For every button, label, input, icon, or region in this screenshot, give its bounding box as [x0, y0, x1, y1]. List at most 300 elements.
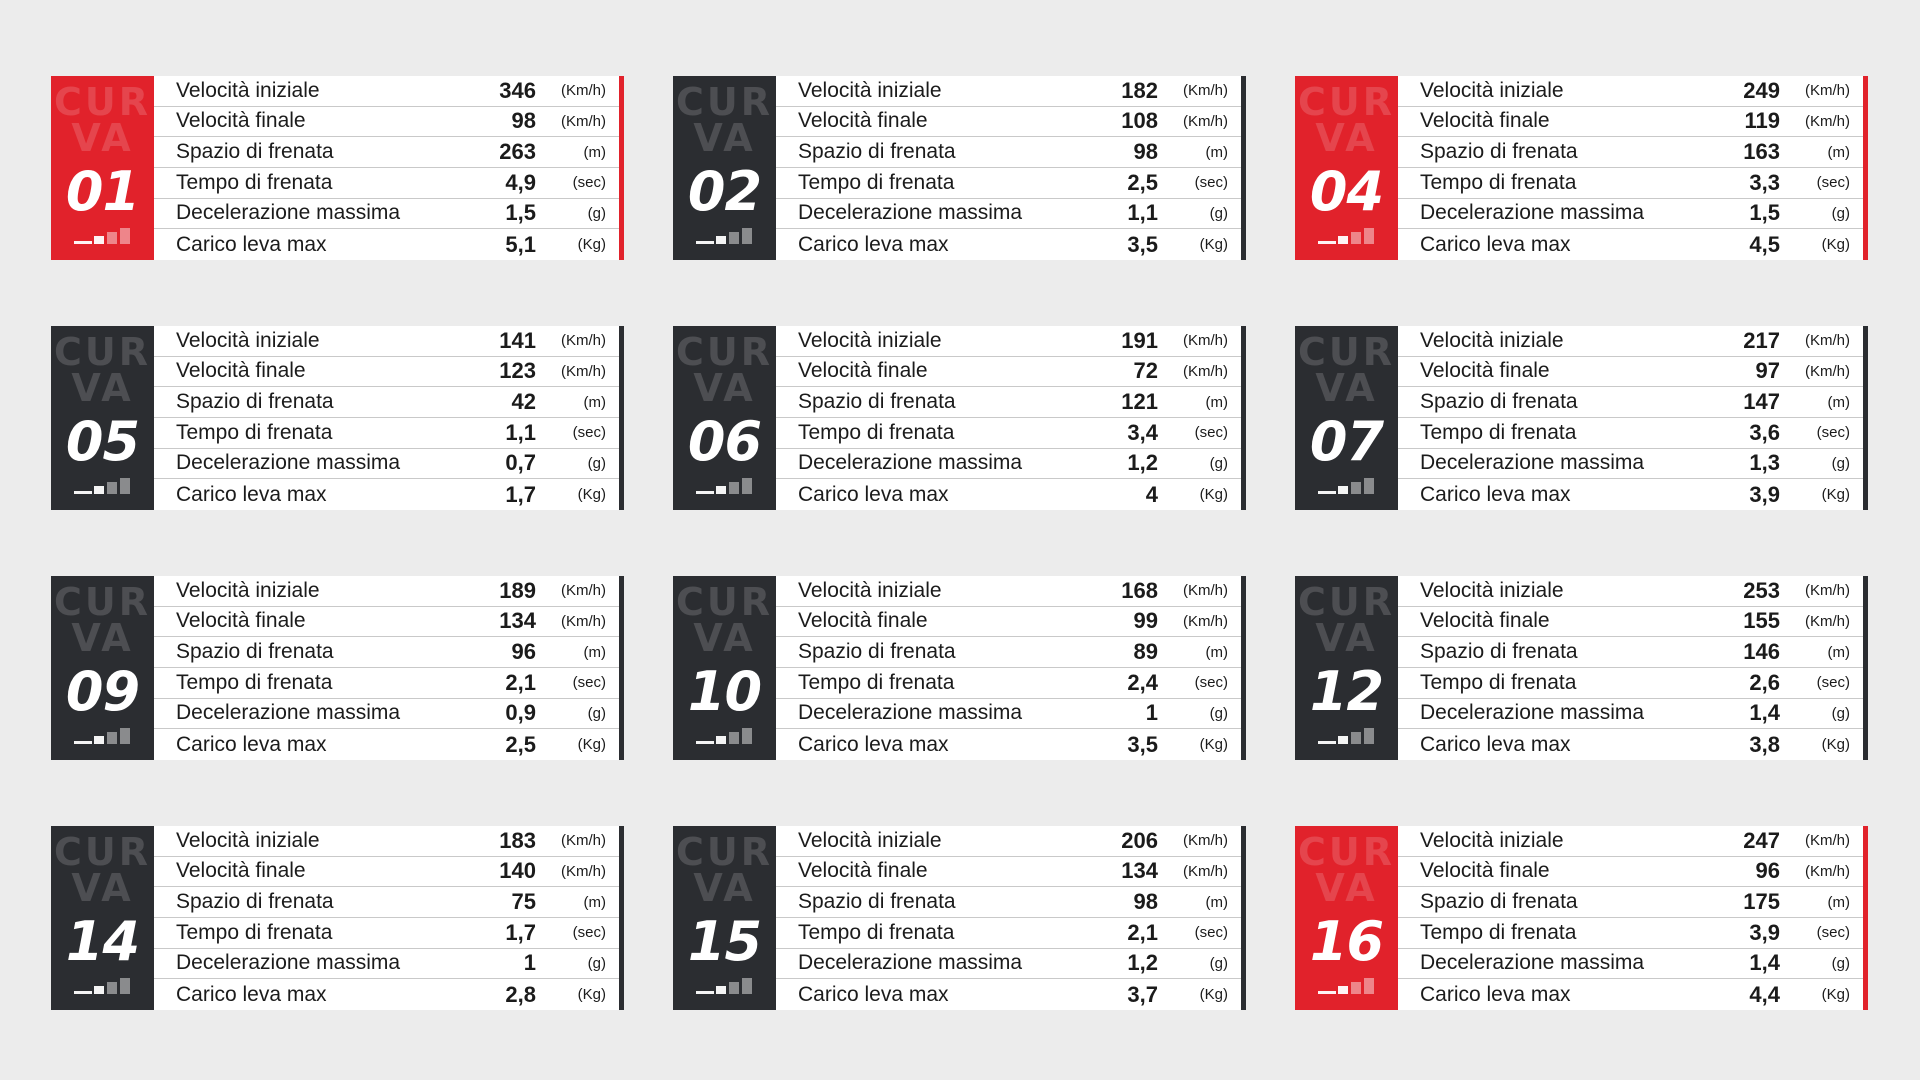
row-unit: (g) [1831, 204, 1850, 222]
curve-table [154, 576, 624, 760]
row-unit: (Kg) [1199, 986, 1228, 1004]
table-row-initial-speed [154, 576, 619, 607]
row-value: 3,9 [1749, 919, 1780, 945]
row-value: 263 [499, 139, 536, 165]
row-label: Decelerazione massima [798, 451, 1023, 475]
row-unit: (Kg) [1199, 236, 1228, 254]
steps-icon [74, 978, 134, 994]
curve-card-09 [51, 576, 624, 760]
row-unit: (Km/h) [1805, 332, 1850, 350]
row-value: 72 [1133, 358, 1158, 384]
row-unit: (Km/h) [561, 112, 606, 130]
table-row-max-lever-load [776, 229, 1241, 260]
step-bar [107, 982, 117, 994]
step-bar [696, 491, 714, 494]
row-unit: (Km/h) [1805, 112, 1850, 130]
row-label: Tempo di frenata [798, 420, 955, 444]
row-unit: (Kg) [1199, 486, 1228, 504]
table-row-final-speed [776, 607, 1241, 638]
table-row-braking-time [776, 168, 1241, 199]
row-value: 175 [1743, 889, 1780, 915]
curve-card-10 [673, 576, 1246, 760]
row-unit: (m) [583, 893, 606, 911]
row-unit: (sec) [1816, 424, 1850, 442]
row-label: Velocità iniziale [798, 328, 942, 352]
step-bar [1318, 991, 1336, 994]
row-unit: (Kg) [577, 736, 606, 754]
row-unit: (Km/h) [561, 832, 606, 850]
table-row-max-deceleration [776, 949, 1241, 980]
steps-icon [1318, 978, 1378, 994]
row-label: Carico leva max [1420, 482, 1571, 506]
row-value: 163 [1743, 139, 1780, 165]
row-label: Tempo di frenata [176, 420, 333, 444]
row-label: Spazio di frenata [798, 390, 956, 414]
table-row-final-speed [1398, 107, 1863, 138]
row-label: Velocità iniziale [1420, 578, 1564, 602]
table-row-braking-distance [776, 887, 1241, 918]
curva-watermark [51, 330, 154, 410]
row-unit: (Km/h) [561, 582, 606, 600]
row-label: Carico leva max [176, 482, 327, 506]
row-value: 98 [511, 108, 536, 134]
table-row-initial-speed [776, 826, 1241, 857]
row-label: Velocità iniziale [798, 828, 942, 852]
curva-watermark [1295, 80, 1398, 160]
row-unit: (m) [1205, 393, 1228, 411]
curva-word-top: CUR [53, 80, 151, 124]
table-row-max-lever-load [1398, 229, 1863, 260]
step-bar [107, 232, 117, 244]
row-value: 5,1 [505, 231, 536, 257]
row-unit: (g) [587, 704, 606, 722]
row-label: Carico leva max [176, 732, 327, 756]
row-unit: (Km/h) [1183, 862, 1228, 880]
row-unit: (m) [1827, 393, 1850, 411]
row-unit: (Km/h) [561, 82, 606, 100]
row-unit: (Km/h) [1183, 332, 1228, 350]
curve-card-05 [51, 326, 624, 510]
row-unit: (Kg) [1821, 986, 1850, 1004]
row-value: 1,1 [1127, 200, 1158, 226]
step-bar [1318, 241, 1336, 244]
row-unit: (Km/h) [1183, 832, 1228, 850]
table-row-braking-time [154, 168, 619, 199]
curva-word-bottom: VA [693, 866, 756, 910]
curva-watermark [673, 830, 776, 910]
row-unit: (sec) [1194, 924, 1228, 942]
table-row-final-speed [776, 357, 1241, 388]
table-row-final-speed [154, 107, 619, 138]
curve-badge [1295, 76, 1398, 260]
curva-watermark [51, 580, 154, 660]
row-unit: (Kg) [1821, 486, 1850, 504]
curve-card-01 [51, 76, 624, 260]
curva-word-top: CUR [1297, 830, 1395, 874]
row-value: 249 [1743, 77, 1780, 103]
table-row-max-lever-load [776, 979, 1241, 1010]
step-bar [74, 741, 92, 744]
row-label: Tempo di frenata [1420, 420, 1577, 444]
curva-word-top: CUR [1297, 330, 1395, 374]
steps-icon [696, 478, 756, 494]
table-row-braking-distance [776, 137, 1241, 168]
row-value: 1,5 [1749, 200, 1780, 226]
table-row-braking-time [1398, 668, 1863, 699]
curva-word-top: CUR [675, 830, 773, 874]
row-label: Carico leva max [176, 232, 327, 256]
row-unit: (sec) [572, 424, 606, 442]
steps-icon [74, 478, 134, 494]
step-bar [1338, 736, 1348, 744]
row-value: 346 [499, 77, 536, 103]
curva-word-top: CUR [1297, 580, 1395, 624]
row-label: Carico leva max [1420, 982, 1571, 1006]
row-unit: (g) [587, 954, 606, 972]
curve-number: 14 [65, 910, 140, 973]
row-value: 189 [499, 577, 536, 603]
row-unit: (sec) [1194, 424, 1228, 442]
row-value: 3,5 [1127, 231, 1158, 257]
curve-card-16 [1295, 826, 1868, 1010]
table-row-max-deceleration [776, 449, 1241, 480]
step-bar [107, 732, 117, 744]
row-label: Decelerazione massima [176, 201, 401, 225]
table-row-max-lever-load [154, 229, 619, 260]
row-value: 4,5 [1749, 231, 1780, 257]
steps-icon [1318, 228, 1378, 244]
row-value: 97 [1755, 358, 1780, 384]
row-label: Velocità finale [798, 609, 928, 633]
curva-word-top: CUR [675, 580, 773, 624]
step-bar [1351, 982, 1361, 994]
row-unit: (Km/h) [1805, 612, 1850, 630]
row-value: 2,5 [1127, 169, 1158, 195]
row-value: 4,9 [505, 169, 536, 195]
step-bar [1364, 728, 1374, 744]
table-row-braking-time [1398, 418, 1863, 449]
table-row-braking-distance [154, 137, 619, 168]
table-row-final-speed [776, 107, 1241, 138]
table-row-braking-distance [776, 387, 1241, 418]
curve-number: 06 [687, 410, 762, 473]
row-unit: (Kg) [577, 986, 606, 1004]
table-row-initial-speed [1398, 576, 1863, 607]
row-label: Carico leva max [798, 732, 949, 756]
step-bar [1351, 732, 1361, 744]
row-label: Spazio di frenata [798, 890, 956, 914]
curva-word-top: CUR [53, 830, 151, 874]
row-value: 1,4 [1749, 950, 1780, 976]
row-label: Spazio di frenata [1420, 640, 1578, 664]
curva-word-bottom: VA [693, 366, 756, 410]
curva-word-bottom: VA [1315, 866, 1378, 910]
table-row-max-deceleration [1398, 199, 1863, 230]
row-label: Tempo di frenata [798, 670, 955, 694]
steps-icon [74, 728, 134, 744]
step-bar [1318, 491, 1336, 494]
step-bar [696, 741, 714, 744]
row-label: Spazio di frenata [1420, 140, 1578, 164]
row-value: 1,2 [1127, 450, 1158, 476]
row-label: Velocità finale [798, 359, 928, 383]
table-row-initial-speed [154, 76, 619, 107]
row-value: 1,7 [505, 481, 536, 507]
curva-word-bottom: VA [71, 116, 134, 160]
step-bar [1364, 978, 1374, 994]
curva-watermark [673, 330, 776, 410]
row-unit: (Km/h) [561, 332, 606, 350]
row-unit: (sec) [1816, 174, 1850, 192]
row-unit: (m) [583, 643, 606, 661]
table-row-max-deceleration [1398, 699, 1863, 730]
row-unit: (g) [1831, 454, 1850, 472]
row-label: Spazio di frenata [176, 390, 334, 414]
row-label: Decelerazione massima [176, 951, 401, 975]
row-value: 155 [1743, 608, 1780, 634]
steps-icon [696, 728, 756, 744]
row-unit: (m) [1205, 643, 1228, 661]
row-unit: (m) [1205, 143, 1228, 161]
curve-table [776, 326, 1246, 510]
row-value: 108 [1121, 108, 1158, 134]
row-label: Decelerazione massima [1420, 201, 1645, 225]
row-value: 2,6 [1749, 669, 1780, 695]
table-row-braking-distance [1398, 387, 1863, 418]
curva-word-bottom: VA [71, 616, 134, 660]
row-value: 147 [1743, 389, 1780, 415]
curve-number: 01 [65, 160, 140, 223]
row-label: Tempo di frenata [1420, 670, 1577, 694]
row-unit: (sec) [572, 674, 606, 692]
table-row-braking-time [776, 918, 1241, 949]
curve-number: 16 [1309, 910, 1384, 973]
step-bar [742, 728, 752, 744]
table-row-initial-speed [1398, 326, 1863, 357]
curve-table [776, 76, 1246, 260]
row-value: 168 [1121, 577, 1158, 603]
curve-badge [673, 326, 776, 510]
table-row-initial-speed [1398, 76, 1863, 107]
step-bar [94, 486, 104, 494]
curve-table [776, 576, 1246, 760]
step-bar [1364, 478, 1374, 494]
row-label: Tempo di frenata [176, 670, 333, 694]
curva-word-bottom: VA [1315, 116, 1378, 160]
row-value: 96 [511, 639, 536, 665]
table-row-max-deceleration [776, 699, 1241, 730]
table-row-max-lever-load [154, 729, 619, 760]
steps-icon [696, 978, 756, 994]
row-unit: (sec) [1194, 174, 1228, 192]
curve-table [1398, 826, 1868, 1010]
row-value: 3,7 [1127, 981, 1158, 1007]
row-value: 123 [499, 358, 536, 384]
table-row-initial-speed [776, 326, 1241, 357]
row-label: Tempo di frenata [798, 920, 955, 944]
row-unit: (Km/h) [561, 862, 606, 880]
table-row-final-speed [1398, 857, 1863, 888]
curve-card-04 [1295, 76, 1868, 260]
curva-watermark [51, 80, 154, 160]
row-unit: (g) [1209, 954, 1228, 972]
row-value: 1,4 [1749, 700, 1780, 726]
curve-badge [51, 826, 154, 1010]
row-unit: (Kg) [1199, 736, 1228, 754]
step-bar [716, 986, 726, 994]
curve-table [1398, 326, 1868, 510]
curve-number: 10 [687, 660, 762, 723]
step-bar [74, 241, 92, 244]
curve-badge [51, 76, 154, 260]
curva-watermark [673, 580, 776, 660]
row-label: Carico leva max [798, 482, 949, 506]
curve-table [154, 326, 624, 510]
row-value: 134 [1121, 858, 1158, 884]
row-unit: (g) [587, 204, 606, 222]
table-row-max-lever-load [154, 479, 619, 510]
row-unit: (Kg) [1821, 736, 1850, 754]
step-bar [729, 232, 739, 244]
row-label: Velocità iniziale [1420, 78, 1564, 102]
row-value: 96 [1755, 858, 1780, 884]
row-value: 253 [1743, 577, 1780, 603]
curve-card-14 [51, 826, 624, 1010]
curve-card-15 [673, 826, 1246, 1010]
curve-number: 07 [1309, 410, 1384, 473]
step-bar [716, 236, 726, 244]
table-row-initial-speed [776, 76, 1241, 107]
table-row-final-speed [154, 357, 619, 388]
row-label: Spazio di frenata [176, 890, 334, 914]
curva-watermark [673, 80, 776, 160]
curva-word-bottom: VA [71, 366, 134, 410]
step-bar [1338, 236, 1348, 244]
curva-word-bottom: VA [693, 116, 756, 160]
row-unit: (m) [583, 393, 606, 411]
row-value: 206 [1121, 827, 1158, 853]
curve-badge [51, 576, 154, 760]
row-label: Velocità iniziale [1420, 828, 1564, 852]
step-bar [1338, 486, 1348, 494]
table-row-max-lever-load [1398, 729, 1863, 760]
table-row-braking-distance [1398, 137, 1863, 168]
table-row-max-lever-load [1398, 479, 1863, 510]
row-value: 75 [511, 889, 536, 915]
step-bar [94, 236, 104, 244]
curve-badge [51, 326, 154, 510]
row-value: 119 [1744, 108, 1780, 134]
table-row-final-speed [154, 857, 619, 888]
curve-number: 04 [1309, 160, 1384, 223]
row-unit: (sec) [572, 174, 606, 192]
row-value: 121 [1121, 389, 1158, 415]
step-bar [74, 491, 92, 494]
row-unit: (Km/h) [1805, 862, 1850, 880]
table-row-max-lever-load [776, 729, 1241, 760]
row-label: Carico leva max [798, 232, 949, 256]
row-unit: (sec) [572, 924, 606, 942]
row-unit: (Km/h) [1805, 82, 1850, 100]
row-unit: (g) [1209, 454, 1228, 472]
curva-word-top: CUR [675, 80, 773, 124]
row-label: Decelerazione massima [1420, 701, 1645, 725]
step-bar [1351, 232, 1361, 244]
row-unit: (g) [1831, 704, 1850, 722]
row-unit: (Km/h) [1805, 362, 1850, 380]
step-bar [120, 978, 130, 994]
table-row-initial-speed [154, 326, 619, 357]
step-bar [696, 991, 714, 994]
row-value: 98 [1133, 139, 1158, 165]
row-label: Spazio di frenata [1420, 390, 1578, 414]
table-row-braking-time [154, 668, 619, 699]
row-unit: (g) [1209, 704, 1228, 722]
row-value: 182 [1121, 77, 1158, 103]
row-unit: (Km/h) [1805, 582, 1850, 600]
step-bar [120, 228, 130, 244]
row-value: 217 [1743, 327, 1780, 353]
row-value: 3,5 [1127, 731, 1158, 757]
row-label: Velocità finale [1420, 609, 1550, 633]
row-value: 1 [1145, 700, 1158, 726]
curve-number: 15 [687, 910, 762, 973]
row-value: 146 [1743, 639, 1780, 665]
row-unit: (m) [1827, 893, 1850, 911]
step-bar [716, 486, 726, 494]
curve-badge [1295, 826, 1398, 1010]
row-value: 1,2 [1127, 950, 1158, 976]
curve-number: 09 [65, 660, 140, 723]
curva-watermark [1295, 330, 1398, 410]
curve-number: 05 [65, 410, 140, 473]
table-row-max-lever-load [776, 479, 1241, 510]
curve-card-12 [1295, 576, 1868, 760]
row-label: Carico leva max [176, 982, 327, 1006]
step-bar [716, 736, 726, 744]
row-label: Velocità finale [176, 359, 306, 383]
table-row-braking-distance [1398, 887, 1863, 918]
row-label: Decelerazione massima [798, 951, 1023, 975]
row-value: 2,5 [505, 731, 536, 757]
table-row-max-deceleration [154, 699, 619, 730]
curva-word-top: CUR [53, 330, 151, 374]
curve-table [154, 76, 624, 260]
table-row-braking-distance [154, 887, 619, 918]
table-row-max-deceleration [776, 199, 1241, 230]
step-bar [1338, 986, 1348, 994]
curva-word-bottom: VA [1315, 616, 1378, 660]
step-bar [94, 736, 104, 744]
step-bar [729, 982, 739, 994]
row-value: 1,5 [505, 200, 536, 226]
table-row-braking-time [1398, 918, 1863, 949]
row-label: Decelerazione massima [1420, 951, 1645, 975]
row-label: Velocità finale [798, 859, 928, 883]
row-label: Velocità iniziale [176, 828, 320, 852]
curva-watermark [51, 830, 154, 910]
row-label: Decelerazione massima [1420, 451, 1645, 475]
step-bar [729, 732, 739, 744]
table-row-max-deceleration [1398, 949, 1863, 980]
curve-number: 12 [1309, 660, 1384, 723]
table-row-braking-time [776, 418, 1241, 449]
row-value: 191 [1121, 327, 1158, 353]
curva-word-top: CUR [53, 580, 151, 624]
curve-card-07 [1295, 326, 1868, 510]
curve-badge [1295, 326, 1398, 510]
row-label: Velocità finale [1420, 359, 1550, 383]
